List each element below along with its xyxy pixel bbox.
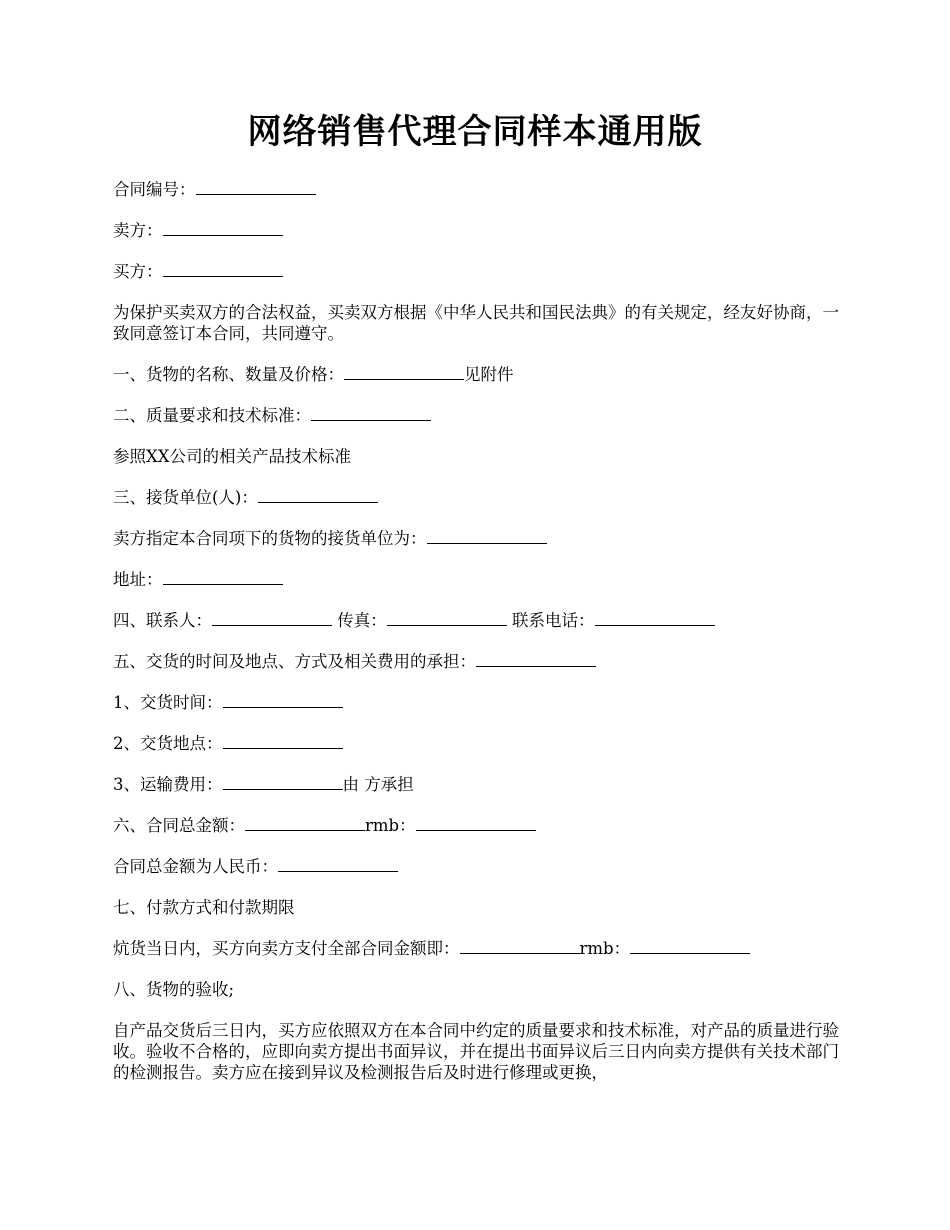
buyer-label: 买方：: [113, 262, 163, 281]
section-1-line: [113, 364, 843, 385]
section-6-label: 六、合同总金额：: [113, 816, 245, 835]
section-5-label: 五、交货的时间及地点、方式及相关费用的承担：: [113, 652, 476, 671]
section-7-line: [113, 938, 843, 959]
section-3-line: [113, 487, 843, 508]
delivery-time-line: [113, 692, 843, 713]
section-6-blank: [245, 816, 365, 831]
seller-blank: [163, 221, 283, 236]
delivery-place-line: [113, 733, 843, 754]
address-label: 地址：: [113, 570, 163, 589]
section-7-blank: [460, 939, 580, 954]
contract-no-label: 合同编号：: [113, 180, 196, 199]
section-7-text: 炕货当日内，买方向卖方支付全部合同金额即：: [113, 939, 460, 958]
seller-label: 卖方：: [113, 221, 163, 240]
address-blank: [163, 570, 283, 585]
delivery-time-blank: [223, 693, 343, 708]
contact-blank: [212, 611, 332, 626]
delivery-place-label: 2、交货地点：: [113, 734, 223, 753]
section-2-line: [113, 405, 843, 426]
section-2-label: 二、质量要求和技术标准：: [113, 406, 311, 425]
section-3-designate-line: [113, 528, 843, 549]
section-3-blank: [258, 488, 378, 503]
section-3-designate-blank: [427, 529, 547, 544]
fax-blank: [387, 611, 507, 626]
total-cn-label: 合同总金额为人民币：: [113, 857, 278, 876]
section-5-line: [113, 651, 843, 672]
contract-no-blank: [196, 180, 316, 195]
fax-label: 传真：: [337, 611, 387, 630]
total-cn-line: [113, 856, 843, 877]
document-body: [113, 179, 843, 1103]
freight-line: [113, 774, 843, 795]
section-7-heading: 七、付款方式和付款期限: [113, 898, 295, 917]
delivery-place-blank: [223, 734, 343, 749]
section-4-line: [113, 610, 843, 631]
section-8-paragraph: 自产品交货后三日内，买方应依照双方在本合同中约定的质量要求和技术标准，对产品的质量进行验收。验收不合格的，应即向卖方提出书面异议，并在提出书面异议后三日内向卖方提供有关技术部门的检测报告。卖方应在接到异议及检测报告后及时进行修理或更换，: [113, 1021, 839, 1082]
section-6-line: [113, 815, 843, 836]
total-cn-blank: [278, 857, 398, 872]
contact-label: 四、联系人：: [113, 611, 212, 630]
page-title: 网络销售代理合同样本通用版: [247, 112, 703, 152]
section-1-blank: [344, 365, 464, 380]
phone-label: 联系电话：: [512, 611, 595, 630]
section-1-label: 一、货物的名称、数量及价格：: [113, 365, 344, 384]
section-6-rmb-label: rmb：: [365, 816, 416, 835]
section-3-label: 三、接货单位(人)：: [113, 488, 258, 507]
intro-paragraph: 为保护买卖双方的合法权益，买卖双方根据《中华人民共和国民法典》的有关规定，经友好协商，一致同意签订本合同，共同遵守。: [113, 303, 839, 343]
address-line: [113, 569, 843, 590]
buyer-blank: [163, 262, 283, 277]
section-2-blank: [311, 406, 431, 421]
freight-suffix: 由 方承担: [342, 775, 414, 794]
delivery-time-label: 1、交货时间：: [113, 693, 223, 712]
section-7-rmb-blank: [630, 939, 750, 954]
contract-no-line: [113, 179, 843, 200]
section-7-rmb-label: rmb：: [579, 939, 631, 958]
seller-line: [113, 220, 843, 241]
buyer-line: [113, 261, 843, 282]
section-3-designate-label: 卖方指定本合同项下的货物的接货单位为：: [113, 529, 427, 548]
section-1-suffix: 见附件: [464, 365, 514, 384]
freight-blank: [223, 775, 343, 790]
section-2-reference: 参照XX公司的相关产品技术标准: [113, 447, 351, 466]
freight-label: 3、运输费用：: [113, 775, 223, 794]
section-6-rmb-blank: [416, 816, 536, 831]
phone-blank: [595, 611, 715, 626]
section-8-heading: 八、货物的验收;: [113, 980, 235, 999]
section-5-blank: [476, 652, 596, 667]
